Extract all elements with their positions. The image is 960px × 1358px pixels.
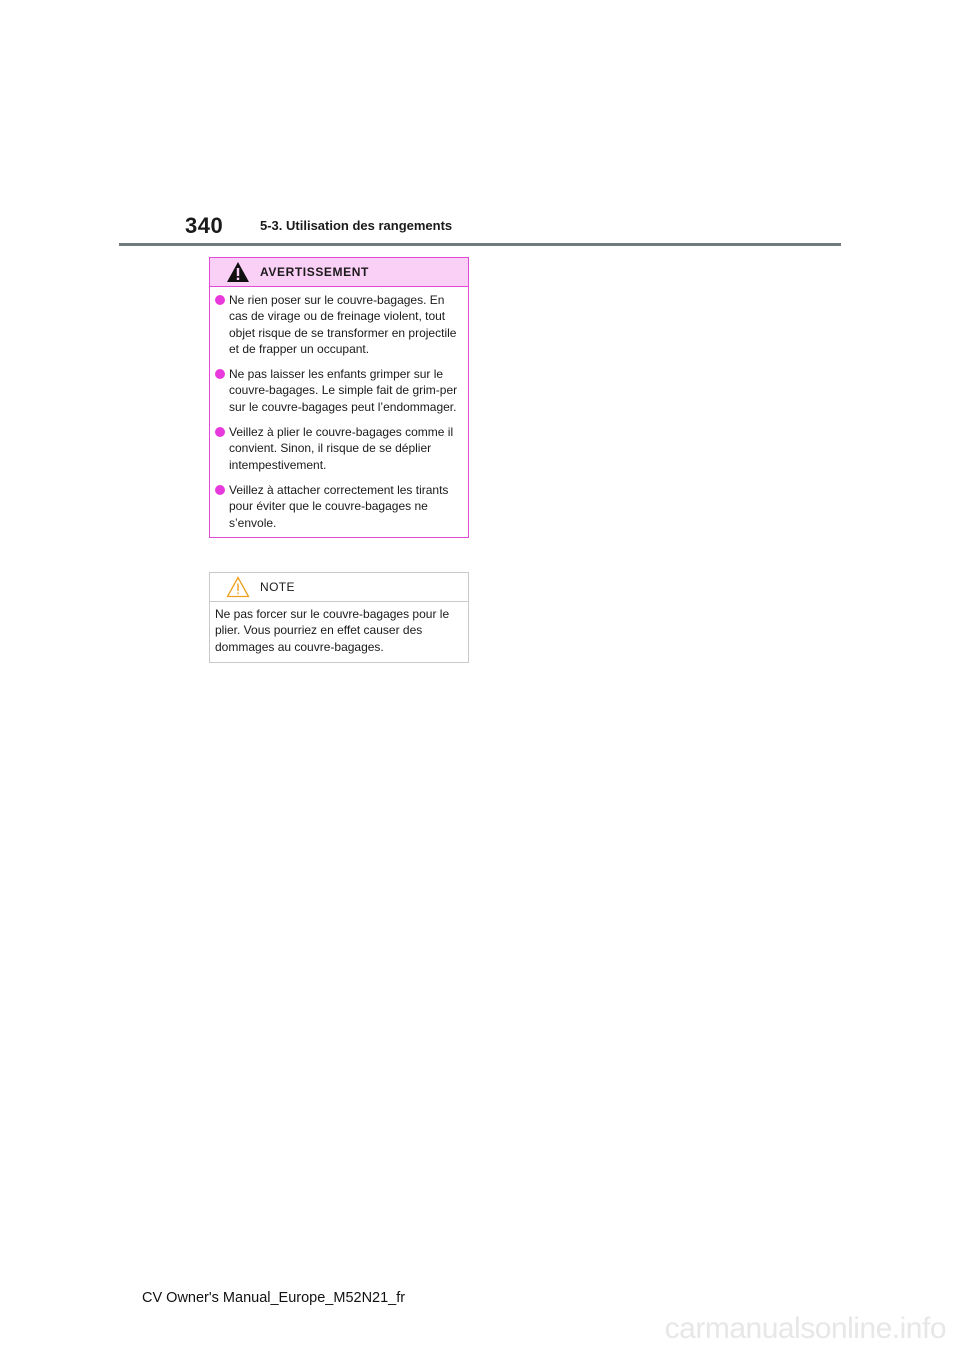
page-header bbox=[0, 0, 960, 250]
bullet-icon bbox=[215, 427, 225, 437]
warning-box bbox=[209, 257, 469, 538]
section-title: 5-3. Utilisation des rangements bbox=[260, 218, 453, 233]
warning-title: AVERTISSEMENT bbox=[260, 265, 369, 279]
warning-item bbox=[215, 482, 462, 531]
page-number: 340 bbox=[185, 213, 224, 238]
note-text: Ne pas forcer sur le couvre-bagages pour le plier. Vous pourriez en effet causer des dommages au couvre-bagages. bbox=[215, 607, 450, 654]
warning-item bbox=[215, 424, 462, 473]
warning-triangle-icon bbox=[226, 261, 250, 283]
warning-item bbox=[215, 292, 462, 357]
bullet-icon bbox=[215, 295, 225, 305]
warning-item-text: Ne pas laisser les enfants grimper sur le couvre-bagages. Le simple fait de grim-per sur le couvre-bagages peut l’endommager. bbox=[229, 367, 458, 414]
header-divider bbox=[119, 243, 841, 246]
watermark: carmanualsonline.info bbox=[664, 1312, 946, 1345]
caution-outline-triangle-icon bbox=[226, 576, 250, 598]
warning-item-text: Veillez à plier le couvre-bagages comme il convient. Sinon, il risque de se déplier intempestivement. bbox=[229, 425, 454, 472]
warning-list bbox=[210, 287, 468, 537]
warning-item-text: Ne rien poser sur le couvre-bagages. En cas de virage ou de freinage violent, tout objet risque de se transformer en projectile et de frapper un occupant. bbox=[229, 293, 457, 356]
bullet-icon bbox=[215, 369, 225, 379]
note-box bbox=[209, 572, 469, 663]
note-header bbox=[210, 573, 468, 602]
footer-manual-id: CV Owner's Manual_Europe_M52N21_fr bbox=[142, 1290, 406, 1306]
warning-header bbox=[210, 258, 468, 287]
warning-item-text: Veillez à attacher correctement les tirants pour éviter que le couvre-bagages ne s’envole. bbox=[229, 482, 449, 530]
bullet-icon bbox=[215, 485, 225, 495]
warning-item bbox=[215, 366, 462, 415]
note-title: NOTE bbox=[260, 580, 295, 594]
